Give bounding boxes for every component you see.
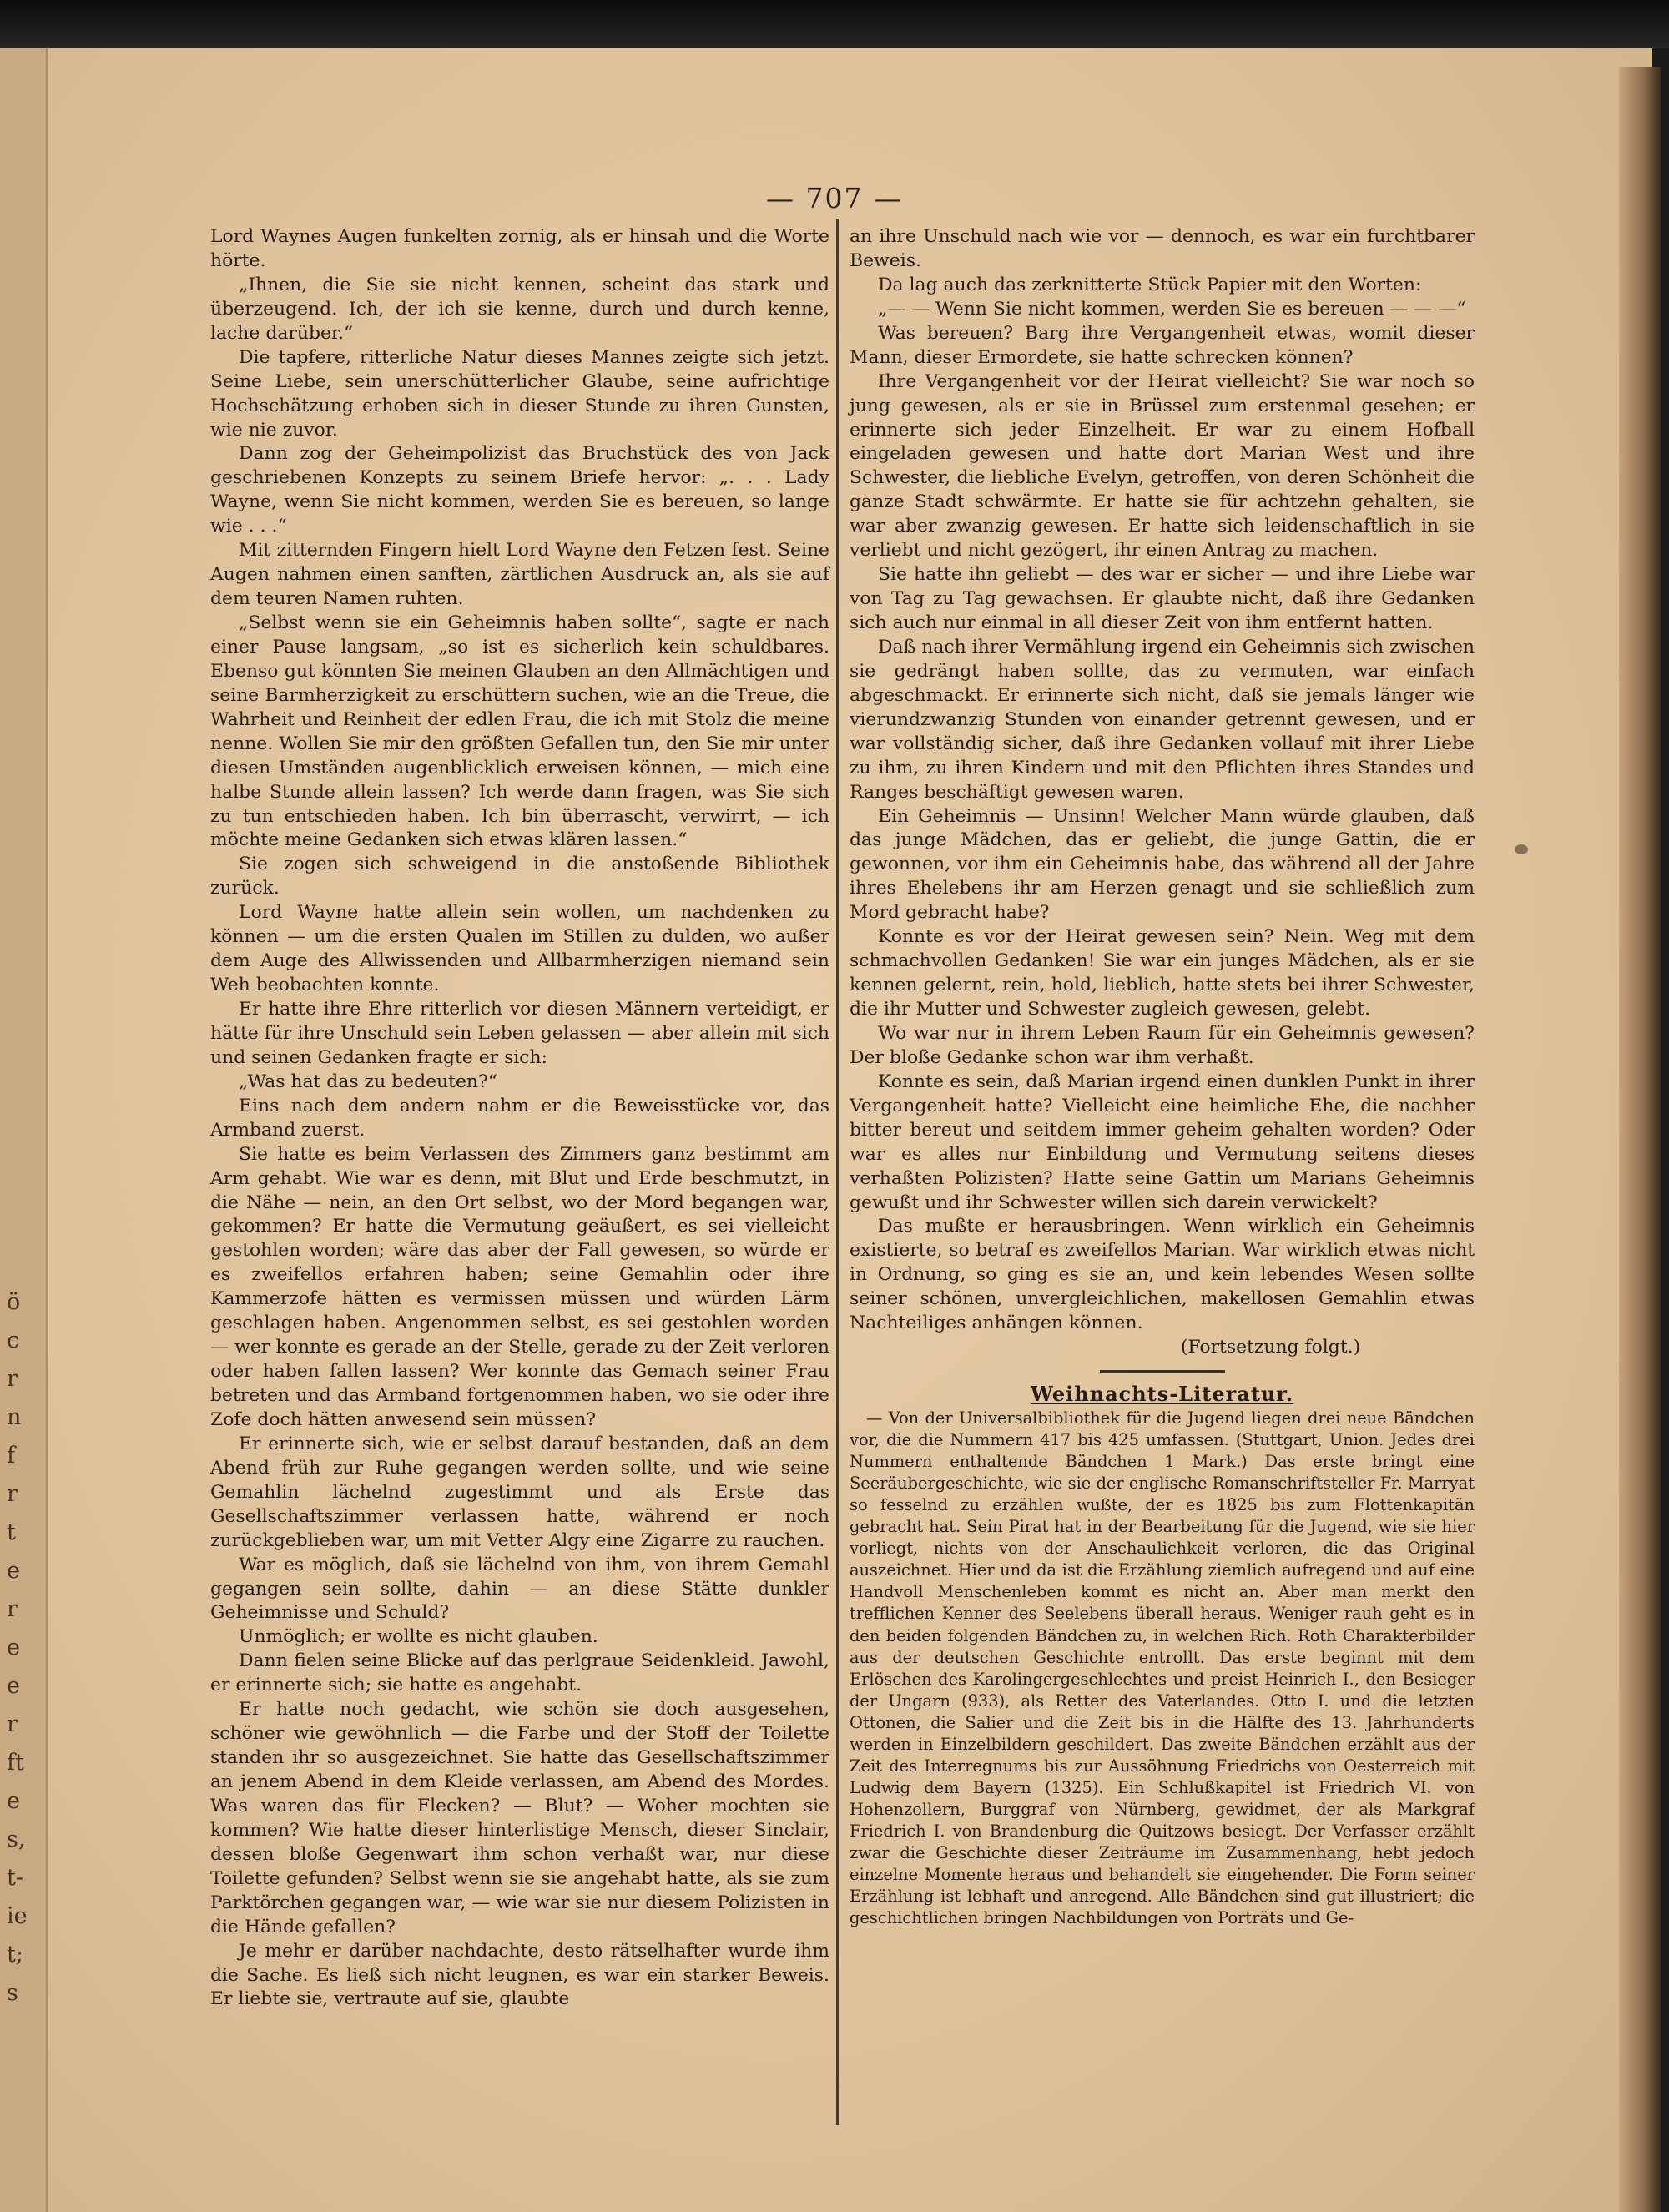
- paragraph: Sie hatte es beim Verlassen des Zimmers ganz bestimmt am Arm gehabt. Wie war es denn, mit Blut und Erde beschmutzt, in die Nähe — nein, an den Ort selbst, wo der Mord begangen war, gekommen? Er hatte die Vermutung geäußert, es sei vielleicht gestohlen worden; wäre das aber der Fall gewesen, so würde er es zweifellos erfahren haben; seine Gemahlin oder ihre Kammerzofe hätten es vermissen müssen und würden Lärm geschlagen haben. Angenommen selbst, es sei gestohlen worden — wer konnte es gerade an der Stelle, gerade zu der Zeit verloren oder haben fallen lassen? Wer konnte das Gemach seiner Frau betreten und das Armband fortgenommen haben, wo sie oder ihre Zofe doch hätten anwesend sein müssen?: [210, 1143, 829, 1430]
- paragraph: Je mehr er darüber nachdachte, desto rätselhafter wurde ihm die Sache. Es ließ sich nicht leugnen, es war ein starker Beweis. Er liebte sie, vertraute auf sie, glaubte: [210, 1940, 829, 2010]
- paragraph: „Was hat das zu bedeuten?“: [239, 1071, 497, 1092]
- paragraph: Konnte es vor der Heirat gewesen sein? Nein. Weg mit dem schmachvollen Gedanken! Sie war ein junges Mädchen, als er sie kennen gelernt, rein, hold, lieblich, hatte stets bei ihrer Schwester, die ihr Mutter und Schwester zugleich gewesen, gelebt.: [850, 926, 1475, 1020]
- edge-letter: s: [7, 1980, 18, 2006]
- paragraph: Da lag auch das zerknitterte Stück Papier mit den Worten:: [878, 274, 1422, 295]
- paragraph: Konnte es sein, daß Marian irgend einen dunklen Punkt in ihrer Vergangenheit hatte? Vielleicht eine heimliche Ehe, die nachher bitter bereut und seitdem immer geheim gehalten worden? Oder war es alles nur Einbildung und Vermutung seitens dieses verhaßten Polizisten? Hatte seine Gattin um Marians Geheimnis gewußt und ihr Schwester willen sich darein verwickelt?: [850, 1071, 1475, 1213]
- left-text-column: [210, 225, 829, 2012]
- page-number: — 707 —: [766, 182, 903, 214]
- paragraph: Er erinnerte sich, wie er selbst darauf bestanden, daß an dem Abend früh zur Ruhe gegangen werden sollte, und wie seine Gemahlin lächelnd zugestimmt und als Erste das Gesellschaftszimmer verlassen hatte, während er noch zurückgeblieben war, um mit Vetter Algy eine Zigarre zu rauchen.: [210, 1433, 829, 1551]
- continuation-note: (Fortsetzung folgt.): [1180, 1337, 1361, 1358]
- paragraph: Sie zogen sich schweigend in die anstoßende Bibliothek zurück.: [210, 854, 829, 899]
- paragraph: Das mußte er herausbringen. Wenn wirklich ein Geheimnis existierte, so betraf es zweifellos Marian. War wirklich etwas nicht in Ordnung, so ging es sie an, und kein lebendes Wesen sollte seiner schönen, unvergleichlichen, makellosen Gemahlin etwas Nachteiliges anhängen können.: [850, 1216, 1475, 1334]
- edge-letter: t-: [7, 1865, 23, 1891]
- paragraph: Die tapfere, ritterliche Natur dieses Mannes zeigte sich jetzt. Seine Liebe, sein unerschütterlicher Glaube, seine aufrichtige Hochschätzung erhoben sich in dieser Stunde zu ihren Gunsten, wie nie zuvor.: [210, 346, 829, 441]
- paragraph: Er hatte ihre Ehre ritterlich vor diesen Männern verteidigt, er hätte für ihre Unschuld sein Leben gelassen — aber allein mit sich und seinen Gedanken fragte er sich:: [210, 999, 829, 1068]
- paragraph: Ein Geheimnis — Unsinn! Welcher Mann würde glauben, daß das junge Mädchen, das er geliebt, die junge Gattin, die er gewonnen, vor ihm ein Geheimnis habe, das während all der Jahre ihres Ehelebens ihr am Herzen genagt und sie schließlich zum Mord gebracht habe?: [850, 805, 1475, 924]
- edge-letter: ie: [7, 1903, 28, 1929]
- paragraph: War es möglich, daß sie lächelnd von ihm, von ihrem Gemahl gegangen sein sollte, dahin — an diese Stätte dunkler Geheimnisse und Schuld?: [210, 1554, 829, 1624]
- paragraph: Er hatte noch gedacht, wie schön sie doch ausgesehen, schöner wie gewöhnlich — die Farbe und der Stoff der Toilette standen ihr so ausgezeichnet. Sie hatte das Gesellschaftszimmer an jenem Abend in dem Kleide verlassen, am Abend des Mordes. Was waren das für Flecken? — Blut? — Woher mochten sie kommen? Wie hatte dieser hinterlistige Mensch, dieser Sinclair, dessen bloße Gegenwart ihm schon verhaßt war, nur diese Toilette gefunden? Selbst wenn sie sie angehabt hatte, als sie zum Parktörchen gegangen war, — wie war sie nur diesem Polizisten in die Hände gefallen?: [210, 1699, 829, 1937]
- paragraph: Daß nach ihrer Vermählung irgend ein Geheimnis sich zwischen sie gedrängt haben sollte, das zu vermuten, war einfach abgeschmackt. Er erinnerte sich nicht, daß sie jemals länger wie vierundzwanzig Stunden von einander getrennt gewesen, und er war vollständig sicher, daß ihre Gedanken vollauf mit ihrer Liebe zu ihm, zu ihren Kindern und mit den Pflichten ihres Standes und Ranges beschäftigt gewesen waren.: [850, 636, 1475, 803]
- edge-letter: n: [7, 1404, 22, 1430]
- edge-letter: f: [7, 1443, 15, 1469]
- paragraph: „Ihnen, die Sie sie nicht kennen, scheint das stark und überzeugend. Ich, der ich sie kenne, durch und durch kenne, lache darüber.“: [210, 274, 829, 344]
- edge-letter: r: [7, 1481, 18, 1507]
- edge-letter-fragment: [7, 1283, 40, 2013]
- paragraph: Dann zog der Geheimpolizist das Bruchstück des von Jack geschriebenen Konzepts zu seinem Briefe hervor: „. . . Lady Wayne, wenn Sie nicht kommen, werden Sie es bereuen, so lange wie . . .“: [210, 443, 829, 537]
- paragraph: Lord Wayne hatte allein sein wollen, um nachdenken zu können — um die ersten Qualen im Stillen zu dulden, wo außer dem Auge des Allwissenden und Allbarmherzigen niemand sein Weh beobachten konnte.: [210, 902, 829, 996]
- edge-letter: t: [7, 1519, 16, 1545]
- paragraph: Unmöglich; er wollte es nicht glauben.: [239, 1626, 598, 1648]
- review-paragraph: — Von der Universalbibliothek für die Jugend liegen drei neue Bändchen vor, die die Nummern 417 bis 425 umfassen. (Stuttgart, Union. Jedes drei Nummern enthaltende Bändchen 1 Mark.) Das erste bringt eine Seeräubergeschichte, wie sie der englische Romanschriftsteller Fr. Marryat so fesselnd zu erzählen wußte, der es 1825 bis zum Flottenkapitän gebracht hat. Sein Pirat hat in der Bearbeitung für die Jugend, wie sie hier vorliegt, nichts von der Anschaulichkeit verloren, die das Original auszeichnet. Hier und da ist die Erzählung ziemlich aufregend und auf eine Handvoll Menschenleben kommt es nicht an. Aber man merkt den trefflichen Kenner des Seelebens überall heraus. Weniger rauh geht es in den beiden folgenden Bändchen zu, in welchen Rich. Roth Charakterbilder aus der deutschen Geschichte entrollt. Das erste beginnt mit dem Erlöschen des Karolingergeschlechtes und preist Heinrich I., den Besieger der Ungarn (933), als Retter des Vaterlandes. Otto I. und die letzten Ottonen, die Salier und die Zeit bis in die Hälfte des 13. Jahrhunderts werden in Einzelbildern geschildert. Das zweite Bändchen erzählt aus der Zeit des Interregnums bis zur Aussöhnung Friedrichs von Oesterreich mit Ludwig dem Bayern (1325). Ein Schlußkapitel ist Friedrich VI. von Hohenzollern, Burggraf von Nürnberg, gewidmet, der als Markgraf Friedrich I. von Brandenburg die Quitzows besiegt. Der Verfasser erzählt zwar die Geschichte dieser Zeiträume im Zusammenhang, hebt jedoch einzelne Momente heraus und behandelt sie eingehender. Die Form seiner Erzählung ist lebhaft und anregend. Alle Bändchen sind gut illustriert; die geschichtlichen bringen Nachbildungen von Porträts und Ge-: [850, 1408, 1475, 1928]
- right-text-column: [850, 225, 1475, 1929]
- edge-letter: e: [7, 1673, 20, 1699]
- paragraph: Mit zitternden Fingern hielt Lord Wayne den Fetzen fest. Seine Augen nahmen einen sanften, zärtlichen Ausdruck an, als sie auf dem teuren Namen ruhten.: [210, 540, 829, 610]
- edge-letter: r: [7, 1366, 18, 1392]
- edge-letter: e: [7, 1788, 20, 1814]
- column-divider: [836, 219, 839, 2125]
- section-divider: [1100, 1370, 1225, 1373]
- edge-letter: e: [7, 1558, 20, 1584]
- edge-letter: r: [7, 1711, 18, 1737]
- paragraph: Ihre Vergangenheit vor der Heirat vielleicht? Sie war noch so jung gewesen, als er sie in Brüssel zum erstenmal gesehen; er erinnerte sich jeder Einzelheit. Er war zu einem Hofball eingeladen gewesen und hatte dort Marian West und ihre Schwester, die liebliche Evelyn, getroffen, von deren Schönheit die ganze Stadt schwärmte. Er hatte sie für achtzehn gehalten, sie war aber zwanzig gewesen. Er hatte sich leidenschaftlich in sie verliebt und nicht gezögert, ihr einen Antrag zu machen.: [850, 370, 1475, 562]
- paragraph: Wo war nur in ihrem Leben Raum für ein Geheimnis gewesen? Der bloße Gedanke schon war ihm verhaßt.: [850, 1022, 1475, 1068]
- paragraph: Was bereuen? Barg ihre Vergangenheit etwas, womit dieser Mann, dieser Ermordete, sie hatte schrecken können?: [850, 322, 1475, 368]
- edge-letter: t;: [7, 1942, 23, 1968]
- paragraph: Lord Waynes Augen funkelten zornig, als er hinsah und die Worte hörte.: [210, 226, 829, 271]
- scan-top-shadow: [0, 0, 1669, 48]
- paragraph: „— — Wenn Sie nicht kommen, werden Sie es bereuen — — —“: [878, 298, 1466, 320]
- edge-letter: e: [7, 1635, 20, 1660]
- edge-letter: r: [7, 1596, 18, 1622]
- paragraph: „Selbst wenn sie ein Geheimnis haben sollte“, sagte er nach einer Pause langsam, „so ist es sicherlich kein schuldbares. Ebenso gut könnten Sie meinen Glauben an den Allmächtigen und seine Barmherzigkeit zu erschüttern suchen, wie an die Treue, die Wahrheit und Reinheit der edlen Frau, die ich mit Stolz die meine nenne. Wollen Sie mir den größten Gefallen tun, den Sie mir unter diesen Umständen augenblicklich erweisen können, — mich eine halbe Stunde allein lassen? Ich werde dann fragen, was Sie sich zu tun entschieden haben. Ich bin überrascht, verwirrt, — ich möchte meine Gedanken sich etwas klären lassen.“: [210, 612, 829, 851]
- previous-page-edge: [0, 48, 48, 2212]
- paragraph: Dann fielen seine Blicke auf das perlgraue Seidenkleid. Jawohl, er erinnerte sich; sie hatte es angehabt.: [210, 1650, 829, 1696]
- page-stack-edge: [1619, 67, 1661, 2212]
- ink-spot: [1515, 844, 1528, 854]
- paragraph: Sie hatte ihn geliebt — des war er sicher — und ihre Liebe war von Tag zu Tag gewachsen. Er glaubte nicht, daß ihre Gedanken sich auch nur einmal in all dieser Zeit von ihm entfernt hatten.: [850, 564, 1475, 633]
- edge-letter: ft: [7, 1750, 24, 1776]
- edge-letter: s,: [7, 1827, 26, 1852]
- paragraph: an ihre Unschuld nach wie vor — dennoch, es war ein furchtbarer Beweis.: [850, 226, 1475, 271]
- section-heading: Weihnachts-Literatur.: [1030, 1382, 1294, 1407]
- edge-letter: c: [7, 1328, 20, 1353]
- paragraph: Eins nach dem andern nahm er die Beweisstücke vor, das Armband zuerst.: [210, 1095, 829, 1141]
- edge-letter: ö: [7, 1289, 21, 1315]
